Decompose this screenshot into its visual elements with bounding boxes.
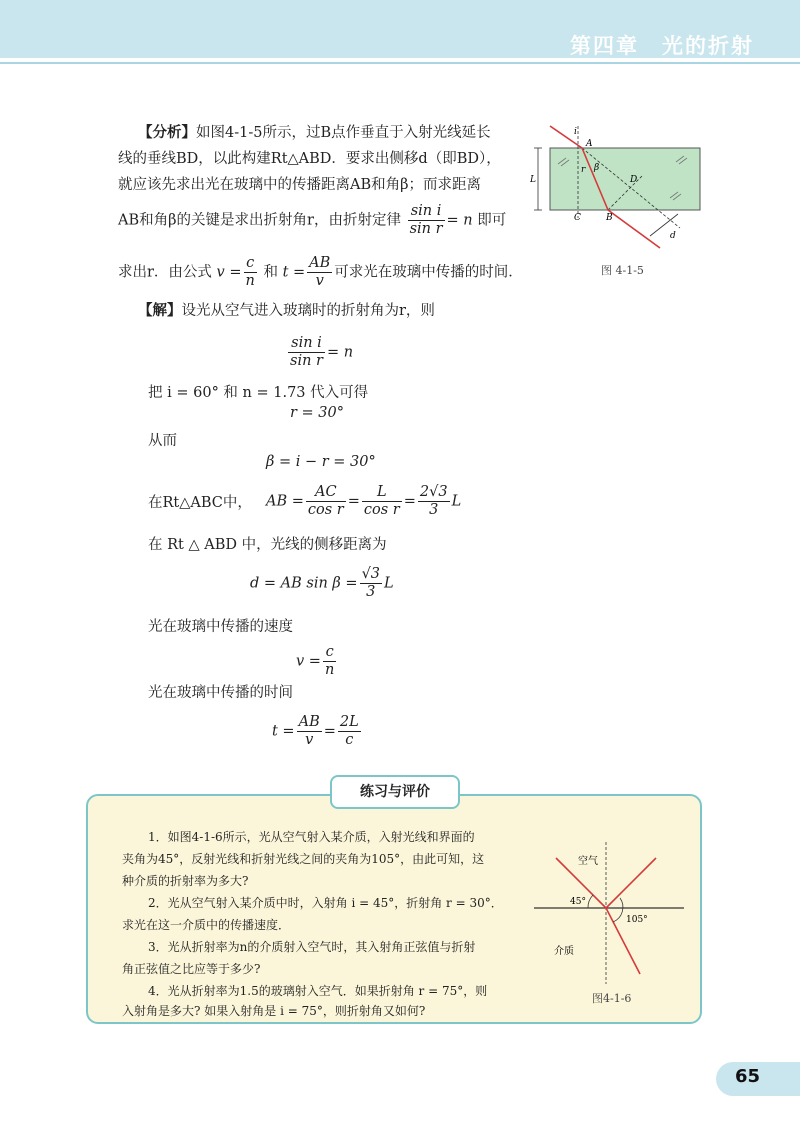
t-fraction: $\frac{AB}{v}$ <box>309 255 331 289</box>
label-C: C <box>574 213 581 223</box>
angle-105-label: 105° <box>626 915 648 925</box>
glass-slab <box>550 148 700 210</box>
v-fraction: $\frac{c}{n}$ <box>245 255 255 289</box>
analysis-line-5: 求出r．由公式 v = $\frac{c}{n}$ 和 t = $\frac{AB}{v}$ 可求光在玻璃中传播的时间． <box>118 255 523 289</box>
label-A: A <box>586 139 593 149</box>
beta-result: β = i − r = 30° <box>266 454 376 470</box>
header-divider <box>0 62 800 64</box>
medium-label: 介质 <box>554 946 574 957</box>
label-beta: β <box>594 163 600 173</box>
label-D: D <box>630 175 638 185</box>
exercise-q1-line1: 1．如图4-1-6所示，光从空气射入某介质，入射光线和界面的 <box>148 830 475 844</box>
analysis-text-1: 如图4-1-5所示，过B点作垂直于入射光线延长 <box>196 125 491 141</box>
figure-4-1-5-caption: 图 4-1-5 <box>601 264 644 277</box>
exercise-q4-line1: 4．光从折射率为1.5的玻璃射入空气．如果折射角 r = 75°，则 <box>148 984 488 998</box>
time-line: 光在玻璃中传播的时间 <box>148 685 293 701</box>
in-abc-line: 在Rt△ABC中， <box>148 495 252 511</box>
exercise-q1-line3: 种介质的折射率为多大? <box>122 874 249 888</box>
glass-slab-figure <box>530 118 720 258</box>
speed-line: 光在玻璃中传播的速度 <box>148 619 293 635</box>
analysis-line-3: 就应该先求出光在玻璃中的传播距离AB和角β；而求距离 <box>118 177 482 193</box>
solution-tag: 【解】 <box>138 302 182 319</box>
angle-45-label: 45° <box>570 897 586 907</box>
chapter-title: 第四章 光的折射 <box>570 34 754 58</box>
r-result: r = 30° <box>290 405 344 421</box>
speed-formula: v = $\frac{c}{n}$ <box>296 644 335 678</box>
ab-formula: AB = $\frac{AC}{\text{cos r}}$ = $\frac{L}{\text{cos r}}$ = $\frac{2√3}{3}$ L <box>266 484 462 518</box>
reflected-ray <box>606 858 656 908</box>
solution-line-1: 【解】设光从空气进入玻璃时的折射角为r，则 <box>138 302 435 319</box>
exercise-title: 练习与评价 <box>330 775 460 809</box>
exercise-q2-line1: 2．光从空气射入某介质中时，入射角 i = 45°，折射角 r = 30°． <box>148 896 503 910</box>
snell-fraction: $\frac{\text{sin i}}{\text{sin r}}$ <box>409 203 443 237</box>
page-number: 65 <box>735 1066 761 1087</box>
exercise-q1-line2: 夹角为45°，反射光线和折射光线之间的夹角为105°，由此可知，这 <box>122 852 485 866</box>
incident-ray <box>550 126 582 148</box>
substitute-line: 把 i = 60° 和 n = 1.73 代入可得 <box>148 385 369 401</box>
analysis-line-2: 线的垂线BD，以此构建Rt△ABD．要求出侧移d（即BD）， <box>118 151 501 167</box>
label-r: r <box>581 165 586 175</box>
hence-line: 从而 <box>148 433 177 449</box>
label-B: B <box>606 213 613 223</box>
d-formula: d = AB sin β = $\frac{√3}{3}$ L <box>250 566 394 600</box>
time-formula: t = $\frac{AB}{v}$ = $\frac{2L}{c}$ <box>272 714 359 748</box>
analysis-line-1 <box>138 120 491 146</box>
exercise-q3-line1: 3．光从折射率为n的介质射入空气时，其入射角正弦值与折射 <box>148 940 476 954</box>
label-i: i <box>574 127 577 137</box>
exercise-q2-line2: 求光在这一介质中的传播速度． <box>122 918 291 932</box>
analysis-text-4b: 即可 <box>477 212 507 229</box>
reflection-refraction-figure <box>534 842 684 984</box>
analysis-line-4: AB和角β的关键是求出折射角r，由折射定律 $\frac{\text{sin i}}{\text{sin r}}$ = n 即可 <box>118 203 507 237</box>
analysis-text-4a: AB和角β的关键是求出折射角r，由折射定律 <box>118 212 401 229</box>
figure-4-1-6-caption: 图4-1-6 <box>592 992 632 1005</box>
label-L: L <box>530 175 536 185</box>
in-abd-line: 在 Rt △ ABD 中，光线的侧移距离为 <box>148 537 387 553</box>
exercise-q3-line2: 角正弦值之比应等于多少? <box>122 962 261 976</box>
air-label: 空气 <box>578 856 598 867</box>
analysis-tag: 【分析】 <box>138 124 196 141</box>
emergent-ray <box>608 210 660 248</box>
label-d: d <box>670 231 676 241</box>
exercise-q4-line2: 入射角是多大? 如果入射角是 i = 75°，则折射角又如何? <box>122 1004 426 1018</box>
snell-law-formula: $\frac{\text{sin i}}{\text{sin r}}$ = n <box>290 335 354 369</box>
